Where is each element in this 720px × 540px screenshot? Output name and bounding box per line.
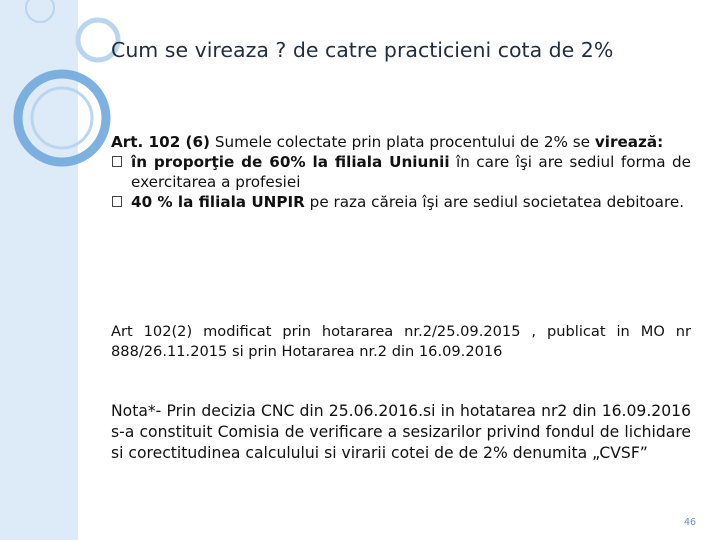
paragraph-nota: Nota*- Prin decizia CNC din 25.06.2016.si in hotatarea nr2 din 16.09.2016 s-a constituit Comisia de verificare a sesizarilor privind fondul de lichidare si corectitudinea calculului si virarii cotei de de 2% denumita „CVSF” bbox=[111, 402, 691, 462]
bullet-item bbox=[111, 152, 691, 192]
article-reference: Art. 102 (6) bbox=[111, 133, 211, 151]
decorative-circle-inner bbox=[32, 88, 92, 148]
lead-verb: virează: bbox=[594, 133, 664, 151]
bullet-text: în care îşi are sediul forma de exercitarea a profesiei bbox=[131, 153, 691, 191]
paragraph-art-102-6 bbox=[111, 132, 691, 212]
decorative-circle-top bbox=[26, 0, 54, 22]
bullet-item bbox=[111, 192, 691, 212]
bullet-bold-text: în proporţie de 60% la filiala Uniunii bbox=[131, 153, 450, 171]
bullet-bold-text: 40 % la filiala UNPIR bbox=[131, 193, 305, 211]
bullet-text: pe raza căreia îşi are sediul societatea debitoare. bbox=[304, 193, 685, 211]
page-number: 46 bbox=[684, 517, 697, 528]
bullet-square-icon bbox=[112, 156, 122, 167]
paragraph-art-102-2: Art 102(2) modificat prin hotararea nr.2/25.09.2015 , publicat in MO nr 888/26.11.2015 si prin Hotararea nr.2 din 16.09.2016 bbox=[111, 323, 691, 360]
lead-text: Sumele colectate prin plata procentului de 2% se bbox=[210, 133, 595, 151]
bullet-square-icon bbox=[112, 196, 122, 207]
slide-title: Cum se vireaza ? de catre practicieni cota de 2% bbox=[111, 38, 614, 62]
paragraph-lead bbox=[111, 132, 691, 152]
